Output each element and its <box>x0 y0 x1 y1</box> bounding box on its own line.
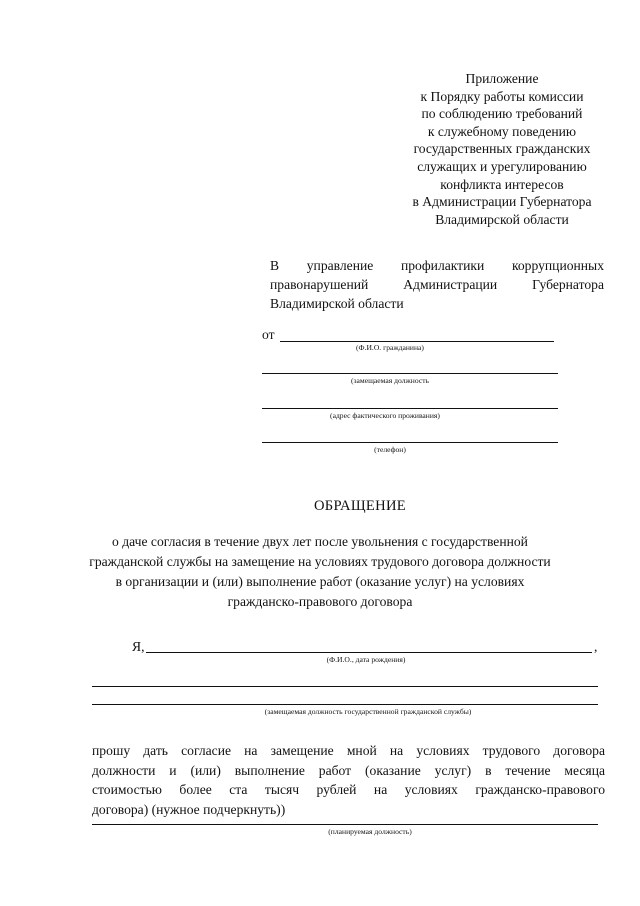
appendix-line: служащих и урегулированию <box>417 158 587 174</box>
sender-name-caption: (Ф.И.О. гражданина) <box>356 343 424 352</box>
declarant-name-field[interactable] <box>146 652 592 653</box>
subject-line: гражданской службы на замещение на условиях трудового договора должности <box>89 554 551 569</box>
appendix-line: Приложение <box>465 71 539 86</box>
declarant-extra-field[interactable] <box>92 686 598 687</box>
subject-block <box>80 532 560 612</box>
appendix-line: в Администрации Губернатора <box>412 194 592 210</box>
request-line: прошу дать согласие на замещение мной на условиях трудового договора <box>92 743 605 758</box>
sender-phone-caption: (телефон) <box>374 445 406 454</box>
declarant-position-field[interactable] <box>92 704 598 705</box>
appendix-line: государственных гражданских <box>413 141 591 157</box>
request-line: договора) (нужное подчеркнуть)) <box>92 801 286 817</box>
appendix-line: к служебному поведению <box>427 123 577 139</box>
from-label: от <box>262 327 275 342</box>
declarant-position-caption: (замещаемая должность государственной гражданской службы) <box>264 707 472 716</box>
request-line: должности и (или) выполнение работ (оказание услуг) в течение месяца <box>92 762 605 778</box>
sender-name-field[interactable] <box>280 341 554 342</box>
addressee-block <box>270 256 604 313</box>
declarant-suffix: , <box>594 639 598 654</box>
sender-address-field[interactable] <box>262 408 558 409</box>
planned-position-field[interactable] <box>92 824 598 825</box>
sender-address-caption: (адрес фактического проживания) <box>330 411 440 420</box>
request-block <box>92 741 605 819</box>
appendix-line: по соблюдению требований <box>421 106 583 122</box>
declarant-prefix: Я, <box>132 639 145 654</box>
sender-position-field[interactable] <box>262 373 558 374</box>
document-title: ОБРАЩЕНИЕ <box>313 498 407 514</box>
addressee-line: Владимирской области <box>270 296 404 311</box>
subject-line: в организации и (или) выполнение работ (оказание услуг) на условиях <box>115 574 525 589</box>
appendix-block <box>392 70 612 228</box>
request-line: стоимостью более ста тысяч рублей на условиях гражданско-правового <box>92 782 605 797</box>
addressee-line: правонарушений Администрации Губернатора <box>270 277 604 292</box>
sender-phone-field[interactable] <box>262 442 558 443</box>
subject-line: гражданско-правового договора <box>227 594 413 609</box>
appendix-line: Владимирской области <box>435 211 569 227</box>
declarant-name-caption: (Ф.И.О., дата рождения) <box>326 655 406 664</box>
sender-position-caption: (замещаемая должность <box>351 376 429 385</box>
planned-position-caption: (планируемая должность) <box>328 827 412 836</box>
appendix-line: конфликта интересов <box>440 176 564 192</box>
subject-line: о даче согласия в течение двух лет после увольнения с государственной <box>112 534 528 549</box>
appendix-line: к Порядку работы комиссии <box>420 88 584 104</box>
addressee-line: В управление профилактики коррупционных <box>270 258 604 273</box>
